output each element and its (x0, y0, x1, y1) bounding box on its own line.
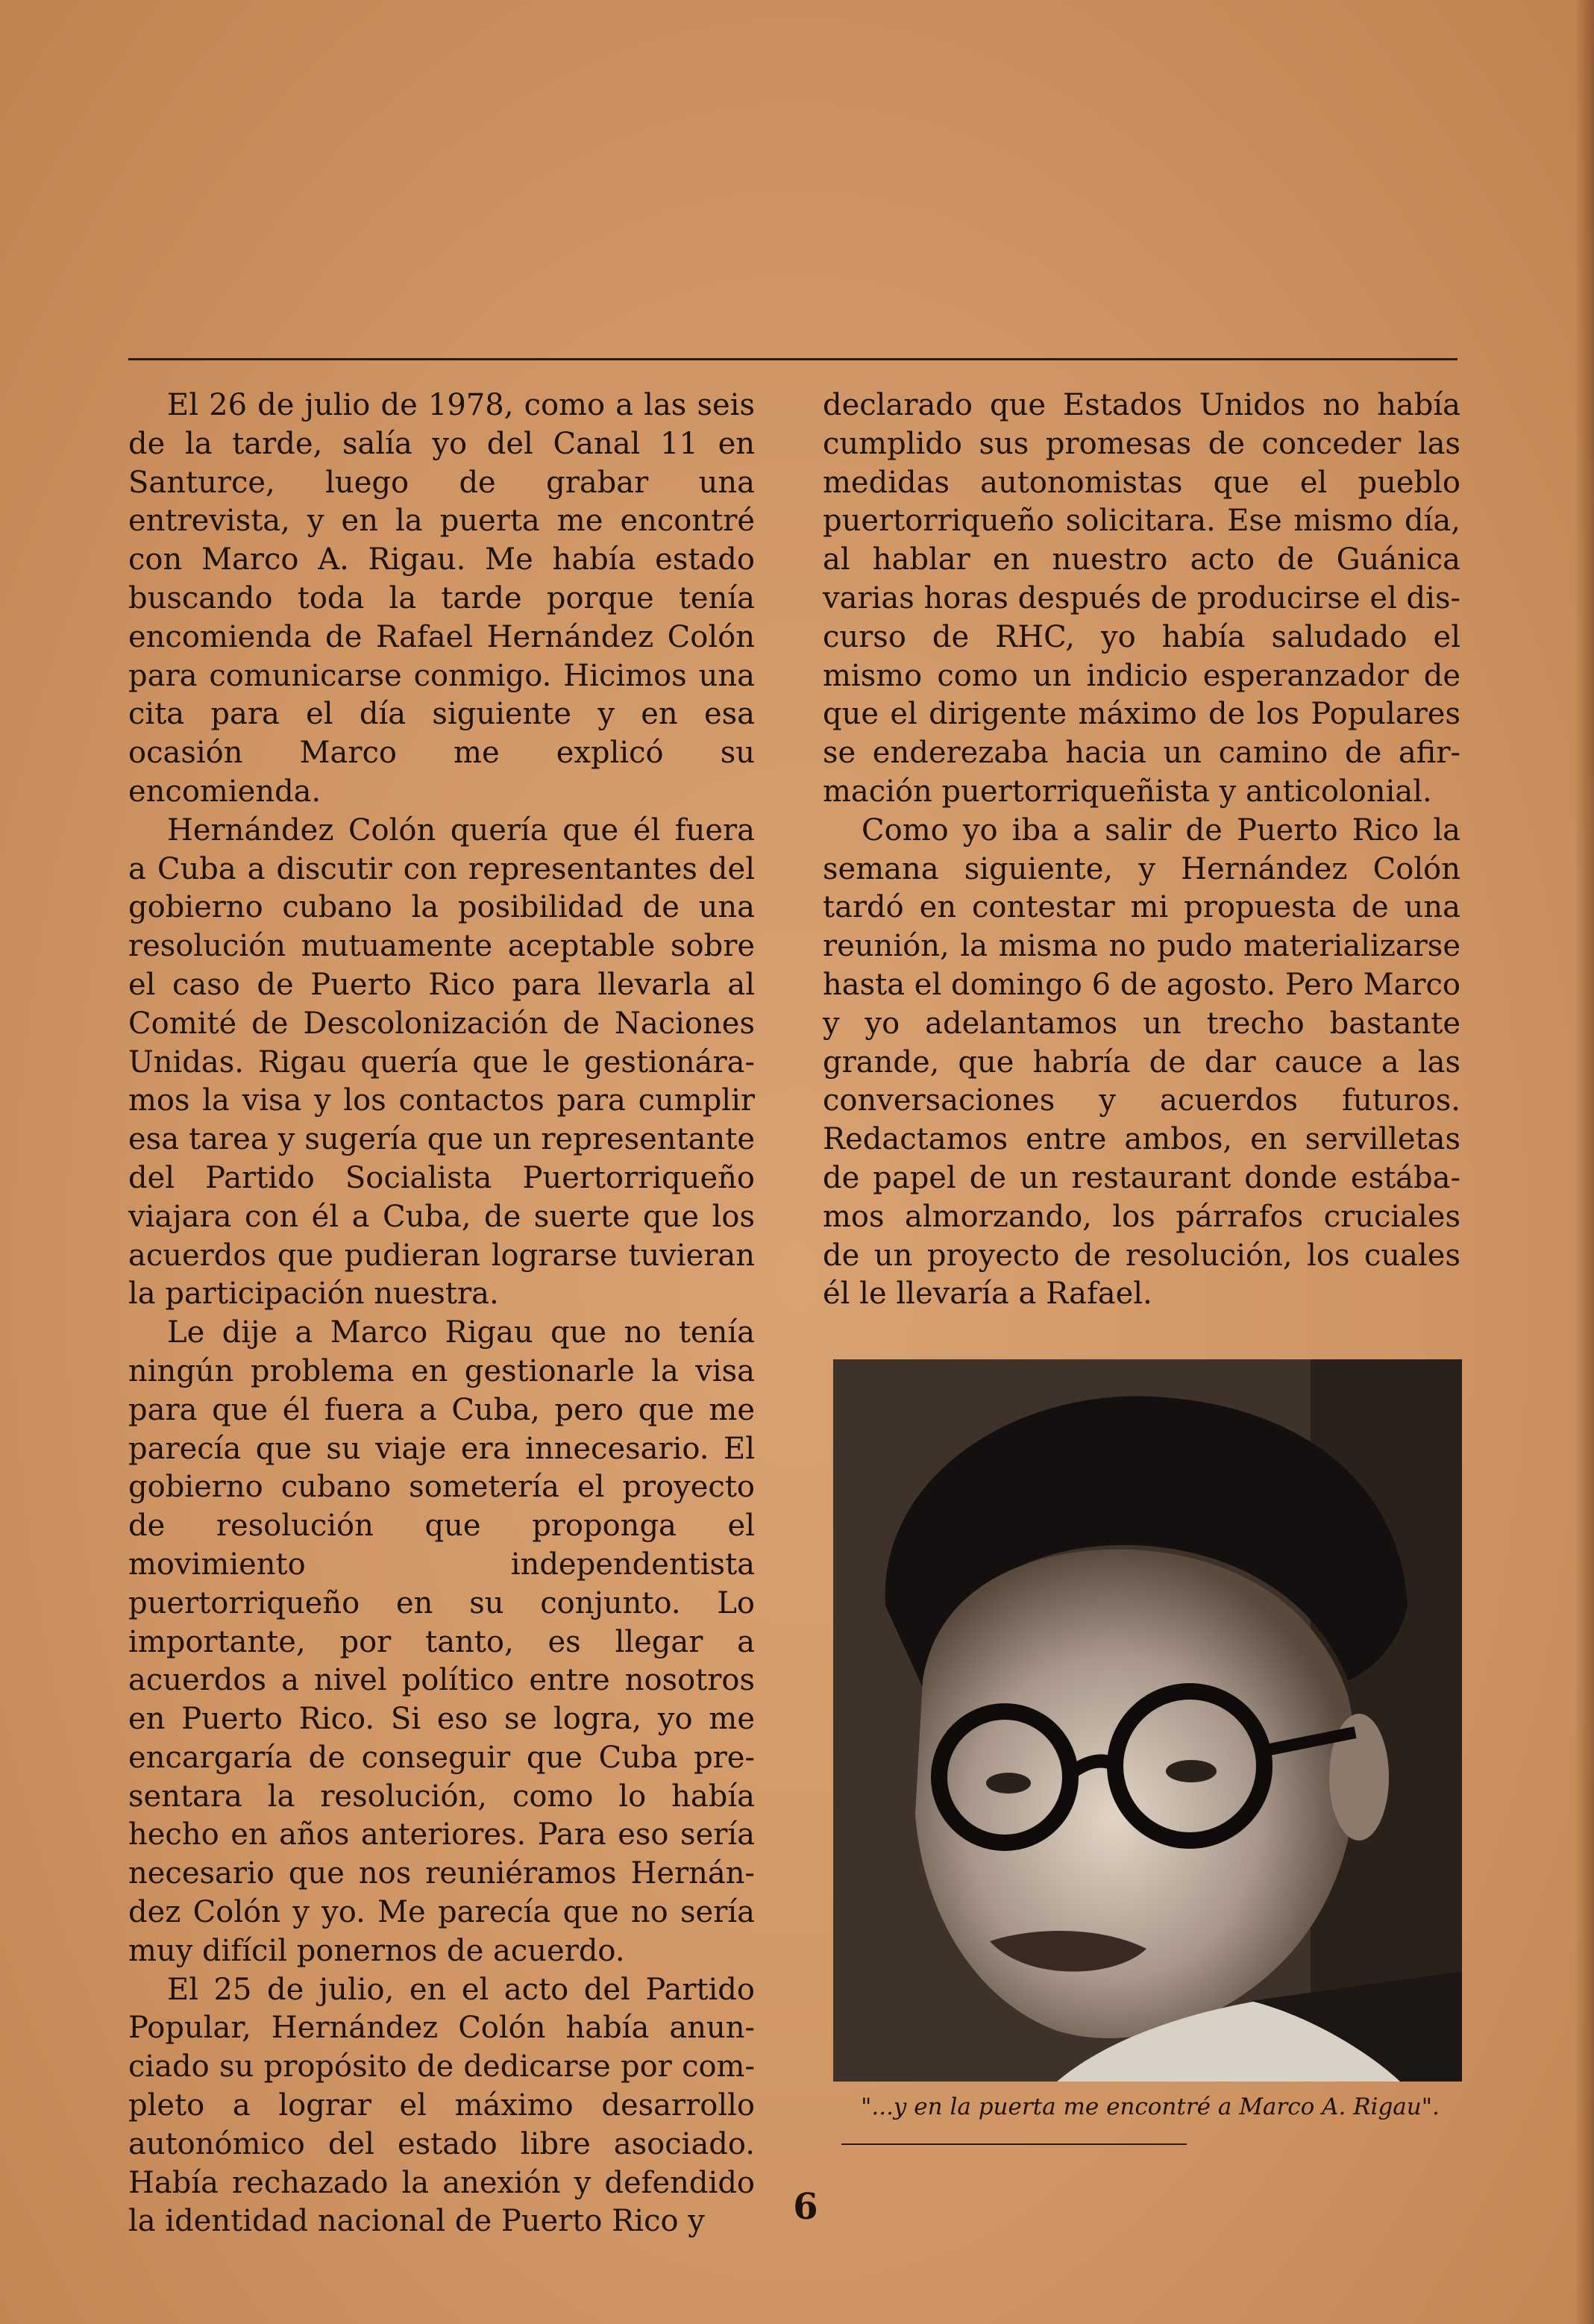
paragraph-5: declarado que Estados Unidos no había cumplido sus promesas de conceder las medidas autonomistas que el pueblo puertorriqueño solicitara. Ese mismo día, al hablar en nuestro acto de Guánica varias horas después de producirse el discurso de RHC, yo había saludado el mismo como un indicio esperanzador de que el dirigente máximo de los Populares se enderezaba hacia un camino de afirmación puertorriqueñista y anticolonial. (823, 388, 1460, 809)
paragraph-2: Hernández Colón quería que él fuera a Cuba a discutir con representantes del gobierno cubano la posibilidad de una resolución mutuamente aceptable sobre el caso de Puerto Rico para llevarla al Comité de Descolonización de Naciones Unidas. Rigau quería que le gestionáramos la visa y los contactos para cumplir esa tarea y sugería que un representante del Partido Socialista Puertorriqueño viajara con él a Cuba, de suerte que los acuerdos que pudieran lograrse tuvieran la participación nuestra. (128, 812, 755, 1312)
paragraph-3: Le dije a Marco Rigau que no tenía ningún problema en gestionarle la visa para que él fuera a Cuba, pero que me parecía que su viaje era innecesario. El gobierno cubano sometería el proyecto de resolución que proponga el movimiento independentista puertorriqueño en su conjunto. Lo importante, por tanto, es llegar a acuerdos a nivel político entre nosotros en Puerto Rico. Si eso se logra, yo me encargaría de conseguir que Cuba presentara la resolución, como lo había hecho en años anteriores. Para eso sería necesario que nos reuniéramos Hernández Colón y yo. Me parecía que no sería muy difícil ponernos de acuerdo. (128, 1315, 755, 1968)
photo-caption: "...y en la puerta me encontré a Marco A. Rigau". (861, 2093, 1440, 2120)
caption-rule (841, 2143, 1187, 2145)
paragraph-6: Como yo iba a salir de Puerto Rico la semana siguiente, y Hernández Colón tardó en contestar mi propuesta de una reunión, la misma no pudo materializarse hasta el domingo 6 de agosto. Pero Marco y yo adelantamos un trecho bastante grande, que habría de dar cauce a las conversaciones y acuerdos futuros. Redactamos entre ambos, en servilletas de papel de un restaurant donde estábamos almorzando, los párrafos cruciales de un proyecto de resolución, los cuales él le llevaría a Rafael. (823, 812, 1460, 1312)
header-rule (128, 358, 1457, 360)
paragraph-4: El 25 de julio, en el acto del Partido Popular, Hernández Colón había anunciado su propósito de dedicarse por completo a lograr el máximo desarrollo autonómico del estado libre asociado. Había rechazado la anexión y defendido la identidad nacional de Puerto Rico y (128, 1972, 755, 2239)
page-number: 6 (793, 2186, 818, 2228)
portrait-photo (833, 1359, 1462, 2082)
paragraph-1: El 26 de julio de 1978, como a las seis de la tarde, salía yo del Canal 11 en Santurce, luego de grabar una entrevista, y en la puerta me encontré con Marco A. Rigau. Me había estado buscando toda la tarde porque tenía encomienda de Rafael Hernández Colón para comunicarse conmigo. Hicimos una cita para el día siguiente y en esa ocasión Marco me explicó su encomienda. (128, 388, 755, 809)
left-text-column (128, 386, 755, 2241)
page-edge-shadow (1575, 0, 1594, 2324)
right-text-column (823, 386, 1460, 1314)
portrait-illustration (833, 1359, 1462, 2082)
